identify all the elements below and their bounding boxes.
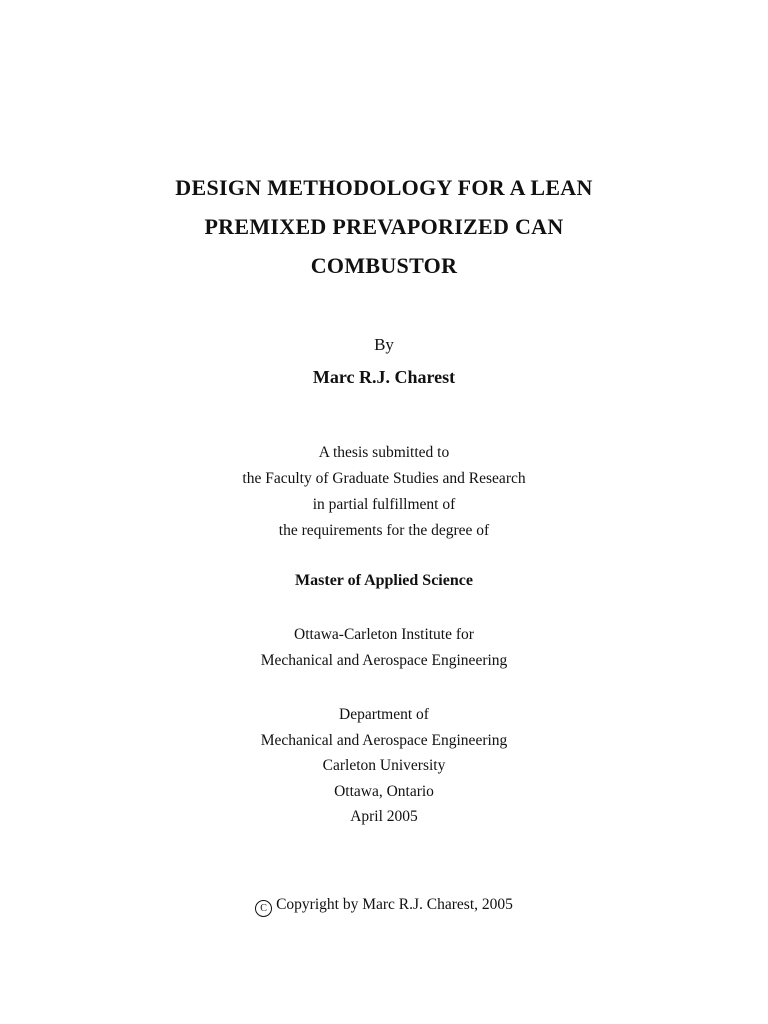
institute-line-1: Ottawa-Carleton Institute for (294, 626, 474, 643)
institute-line-2: Mechanical and Aerospace Engineering (260, 652, 508, 669)
department-line-1: Department of (339, 706, 429, 723)
degree-name: Master of Applied Science (295, 572, 473, 589)
submission-statement (0, 440, 768, 544)
thesis-title (0, 168, 768, 285)
copyright-text: Copyright by Marc R.J. Charest, 2005 (276, 896, 513, 913)
thesis-title-line-2: PREMIXED PREVAPORIZED CAN (204, 214, 564, 239)
thesis-title-line-3: COMBUSTOR (310, 253, 458, 278)
copyright-notice (0, 894, 768, 917)
submission-line-1: A thesis submitted to (318, 444, 450, 461)
department-line-2: Mechanical and Aerospace Engineering (260, 731, 508, 749)
institute (0, 622, 768, 674)
thesis-title-line-1: DESIGN METHODOLOGY FOR A LEAN (175, 175, 593, 200)
university-name: Carleton University (322, 757, 446, 774)
by-label: By (374, 335, 394, 354)
author-name: Marc R.J. Charest (312, 367, 456, 387)
submission-line-2: the Faculty of Graduate Studies and Research (242, 470, 526, 487)
copyright-icon: C (255, 900, 272, 917)
submission-line-4: the requirements for the degree of (278, 522, 490, 539)
department-block (0, 702, 768, 830)
submission-date: April 2005 (350, 808, 418, 825)
submission-line-3: in partial fulfillment of (312, 496, 456, 513)
location: Ottawa, Ontario (334, 782, 434, 800)
